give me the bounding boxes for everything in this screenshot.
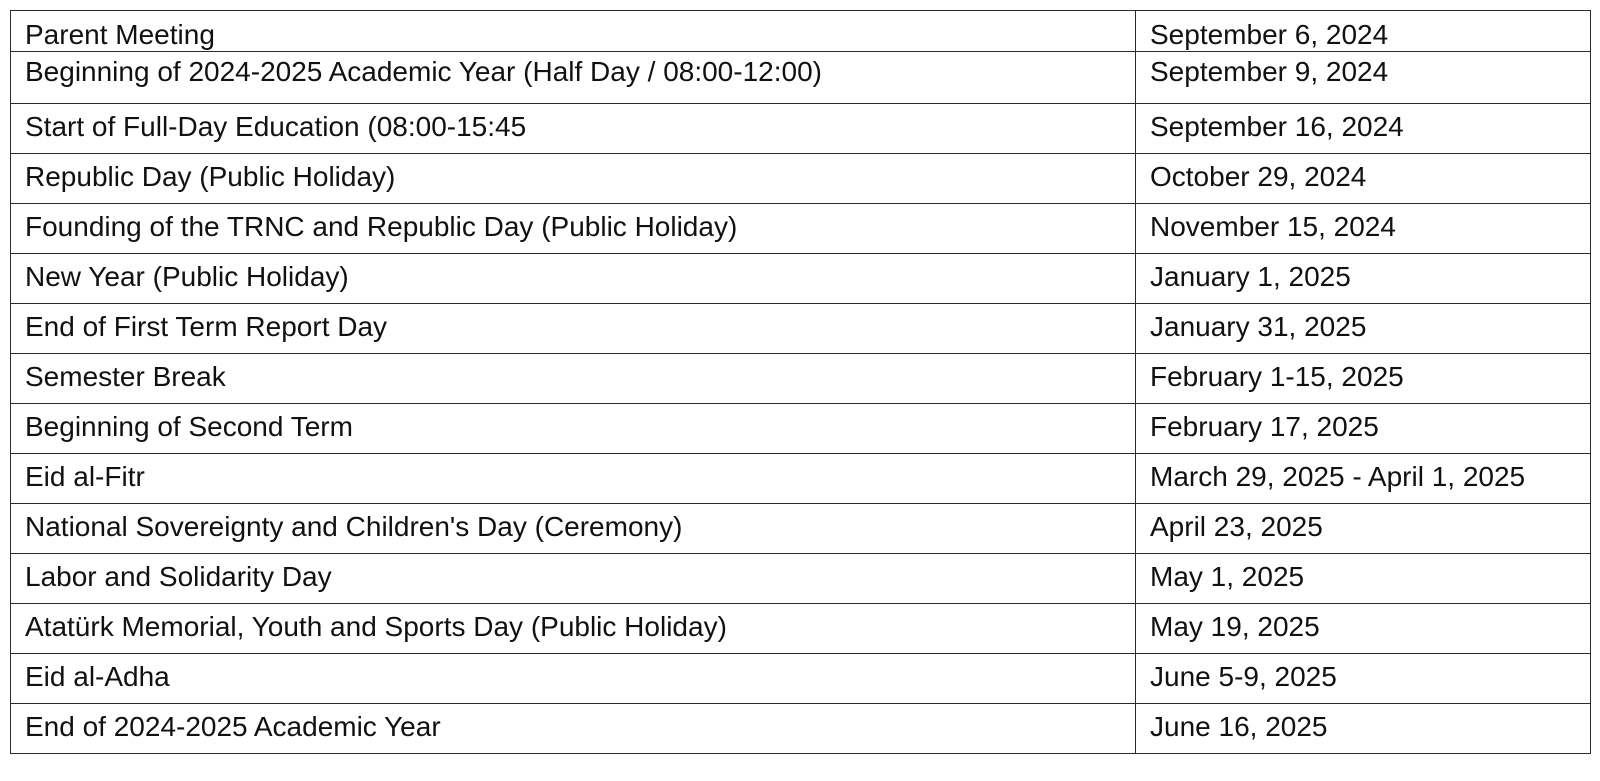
event-cell: New Year (Public Holiday) <box>11 254 1136 304</box>
event-cell: Eid al-Fitr <box>11 454 1136 504</box>
date-cell: March 29, 2025 - April 1, 2025 <box>1136 454 1591 504</box>
date-cell: February 17, 2025 <box>1136 404 1591 454</box>
academic-calendar-table <box>10 10 1591 754</box>
date-cell: November 15, 2024 <box>1136 204 1591 254</box>
date-cell: January 1, 2025 <box>1136 254 1591 304</box>
date-cell: May 19, 2025 <box>1136 604 1591 654</box>
table-row <box>11 604 1591 654</box>
event-cell: End of First Term Report Day <box>11 304 1136 354</box>
event-cell: Beginning of 2024-2025 Academic Year (Half Day / 08:00-12:00) <box>11 52 1136 104</box>
date-cell: May 1, 2025 <box>1136 554 1591 604</box>
table-row <box>11 52 1591 104</box>
date-cell: January 31, 2025 <box>1136 304 1591 354</box>
date-cell: April 23, 2025 <box>1136 504 1591 554</box>
table-row <box>11 704 1591 754</box>
table-row <box>11 554 1591 604</box>
event-cell: End of 2024-2025 Academic Year <box>11 704 1136 754</box>
date-cell: June 16, 2025 <box>1136 704 1591 754</box>
table-row <box>11 154 1591 204</box>
date-cell: February 1-15, 2025 <box>1136 354 1591 404</box>
date-cell: September 16, 2024 <box>1136 104 1591 154</box>
date-cell: September 9, 2024 <box>1136 52 1591 104</box>
event-cell: Start of Full-Day Education (08:00-15:45 <box>11 104 1136 154</box>
event-cell: Atatürk Memorial, Youth and Sports Day (Public Holiday) <box>11 604 1136 654</box>
calendar-body <box>11 11 1591 754</box>
table-row <box>11 504 1591 554</box>
table-row <box>11 654 1591 704</box>
date-cell: October 29, 2024 <box>1136 154 1591 204</box>
event-cell: National Sovereignty and Children's Day (Ceremony) <box>11 504 1136 554</box>
table-row <box>11 204 1591 254</box>
date-cell: June 5-9, 2025 <box>1136 654 1591 704</box>
table-row <box>11 404 1591 454</box>
event-cell: Republic Day (Public Holiday) <box>11 154 1136 204</box>
date-cell: September 6, 2024 <box>1136 11 1591 52</box>
table-row <box>11 254 1591 304</box>
table-row <box>11 11 1591 52</box>
table-row <box>11 454 1591 504</box>
event-cell: Labor and Solidarity Day <box>11 554 1136 604</box>
event-cell: Semester Break <box>11 354 1136 404</box>
event-cell: Eid al-Adha <box>11 654 1136 704</box>
event-cell: Founding of the TRNC and Republic Day (Public Holiday) <box>11 204 1136 254</box>
table-row <box>11 104 1591 154</box>
table-row <box>11 304 1591 354</box>
event-cell: Beginning of Second Term <box>11 404 1136 454</box>
event-cell: Parent Meeting <box>11 11 1136 52</box>
table-row <box>11 354 1591 404</box>
